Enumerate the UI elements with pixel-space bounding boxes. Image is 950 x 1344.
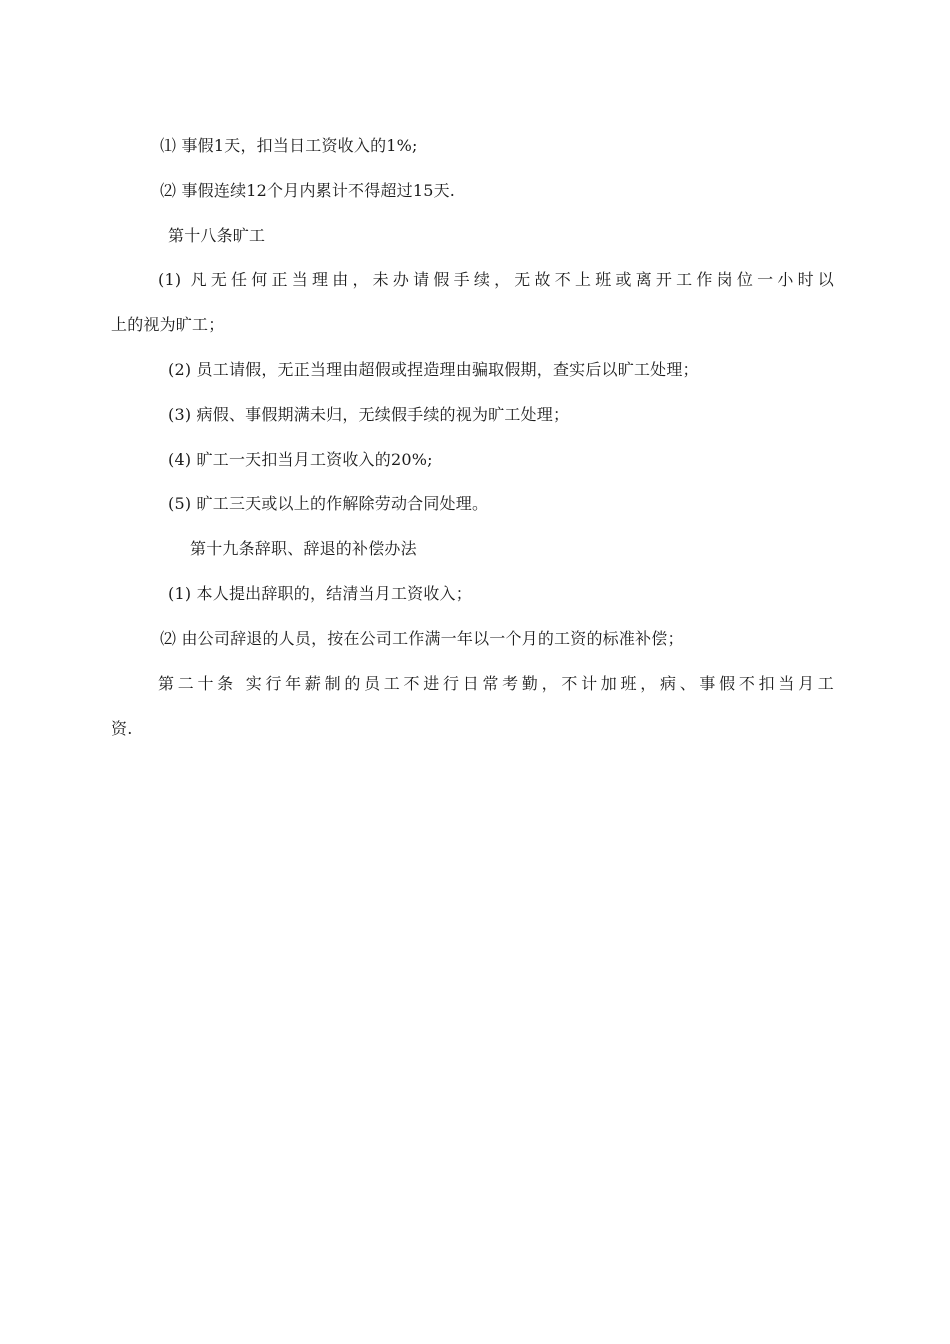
article-19-item-1: (1) 本人提出辞职的，结清当月工资收入； (168, 584, 472, 603)
article-18-item-3: (3) 病假、事假期满未归，无续假手续的视为旷工处理； (168, 405, 570, 424)
article-18-item-1-line-1: (1) 凡无任何正当理由，未办请假手续，无故不上班或离开工作岗位一小时以 (158, 270, 834, 289)
article-20-line-1: 第二十条 实行年薪制的员工不进行日常考勤，不计加班，病、事假不扣当月工 (158, 674, 834, 693)
article-18-item-1-line-2: 上的视为旷工； (111, 315, 225, 334)
clause-17-item-2: ⑵ 事假连续12个月内累计不得超过15天. (160, 181, 456, 200)
article-20-line-2: 资. (111, 719, 133, 738)
article-18-item-5: (5) 旷工三天或以上的作解除劳动合同处理。 (168, 494, 489, 513)
article-18-heading: 第十八条旷工 (168, 226, 266, 245)
article-18-item-4: (4) 旷工一天扣当月工资收入的20%; (168, 450, 433, 469)
clause-17-item-1: ⑴ 事假1天，扣当日工资收入的1%; (160, 136, 418, 155)
article-19-item-2: ⑵ 由公司辞退的人员，按在公司工作满一年以一个月的工资的标准补偿； (160, 629, 684, 648)
article-18-item-2: (2) 员工请假，无正当理由超假或捏造理由骗取假期，查实后以旷工处理； (168, 360, 699, 379)
article-19-heading: 第十九条辞职、辞退的补偿办法 (190, 539, 417, 558)
